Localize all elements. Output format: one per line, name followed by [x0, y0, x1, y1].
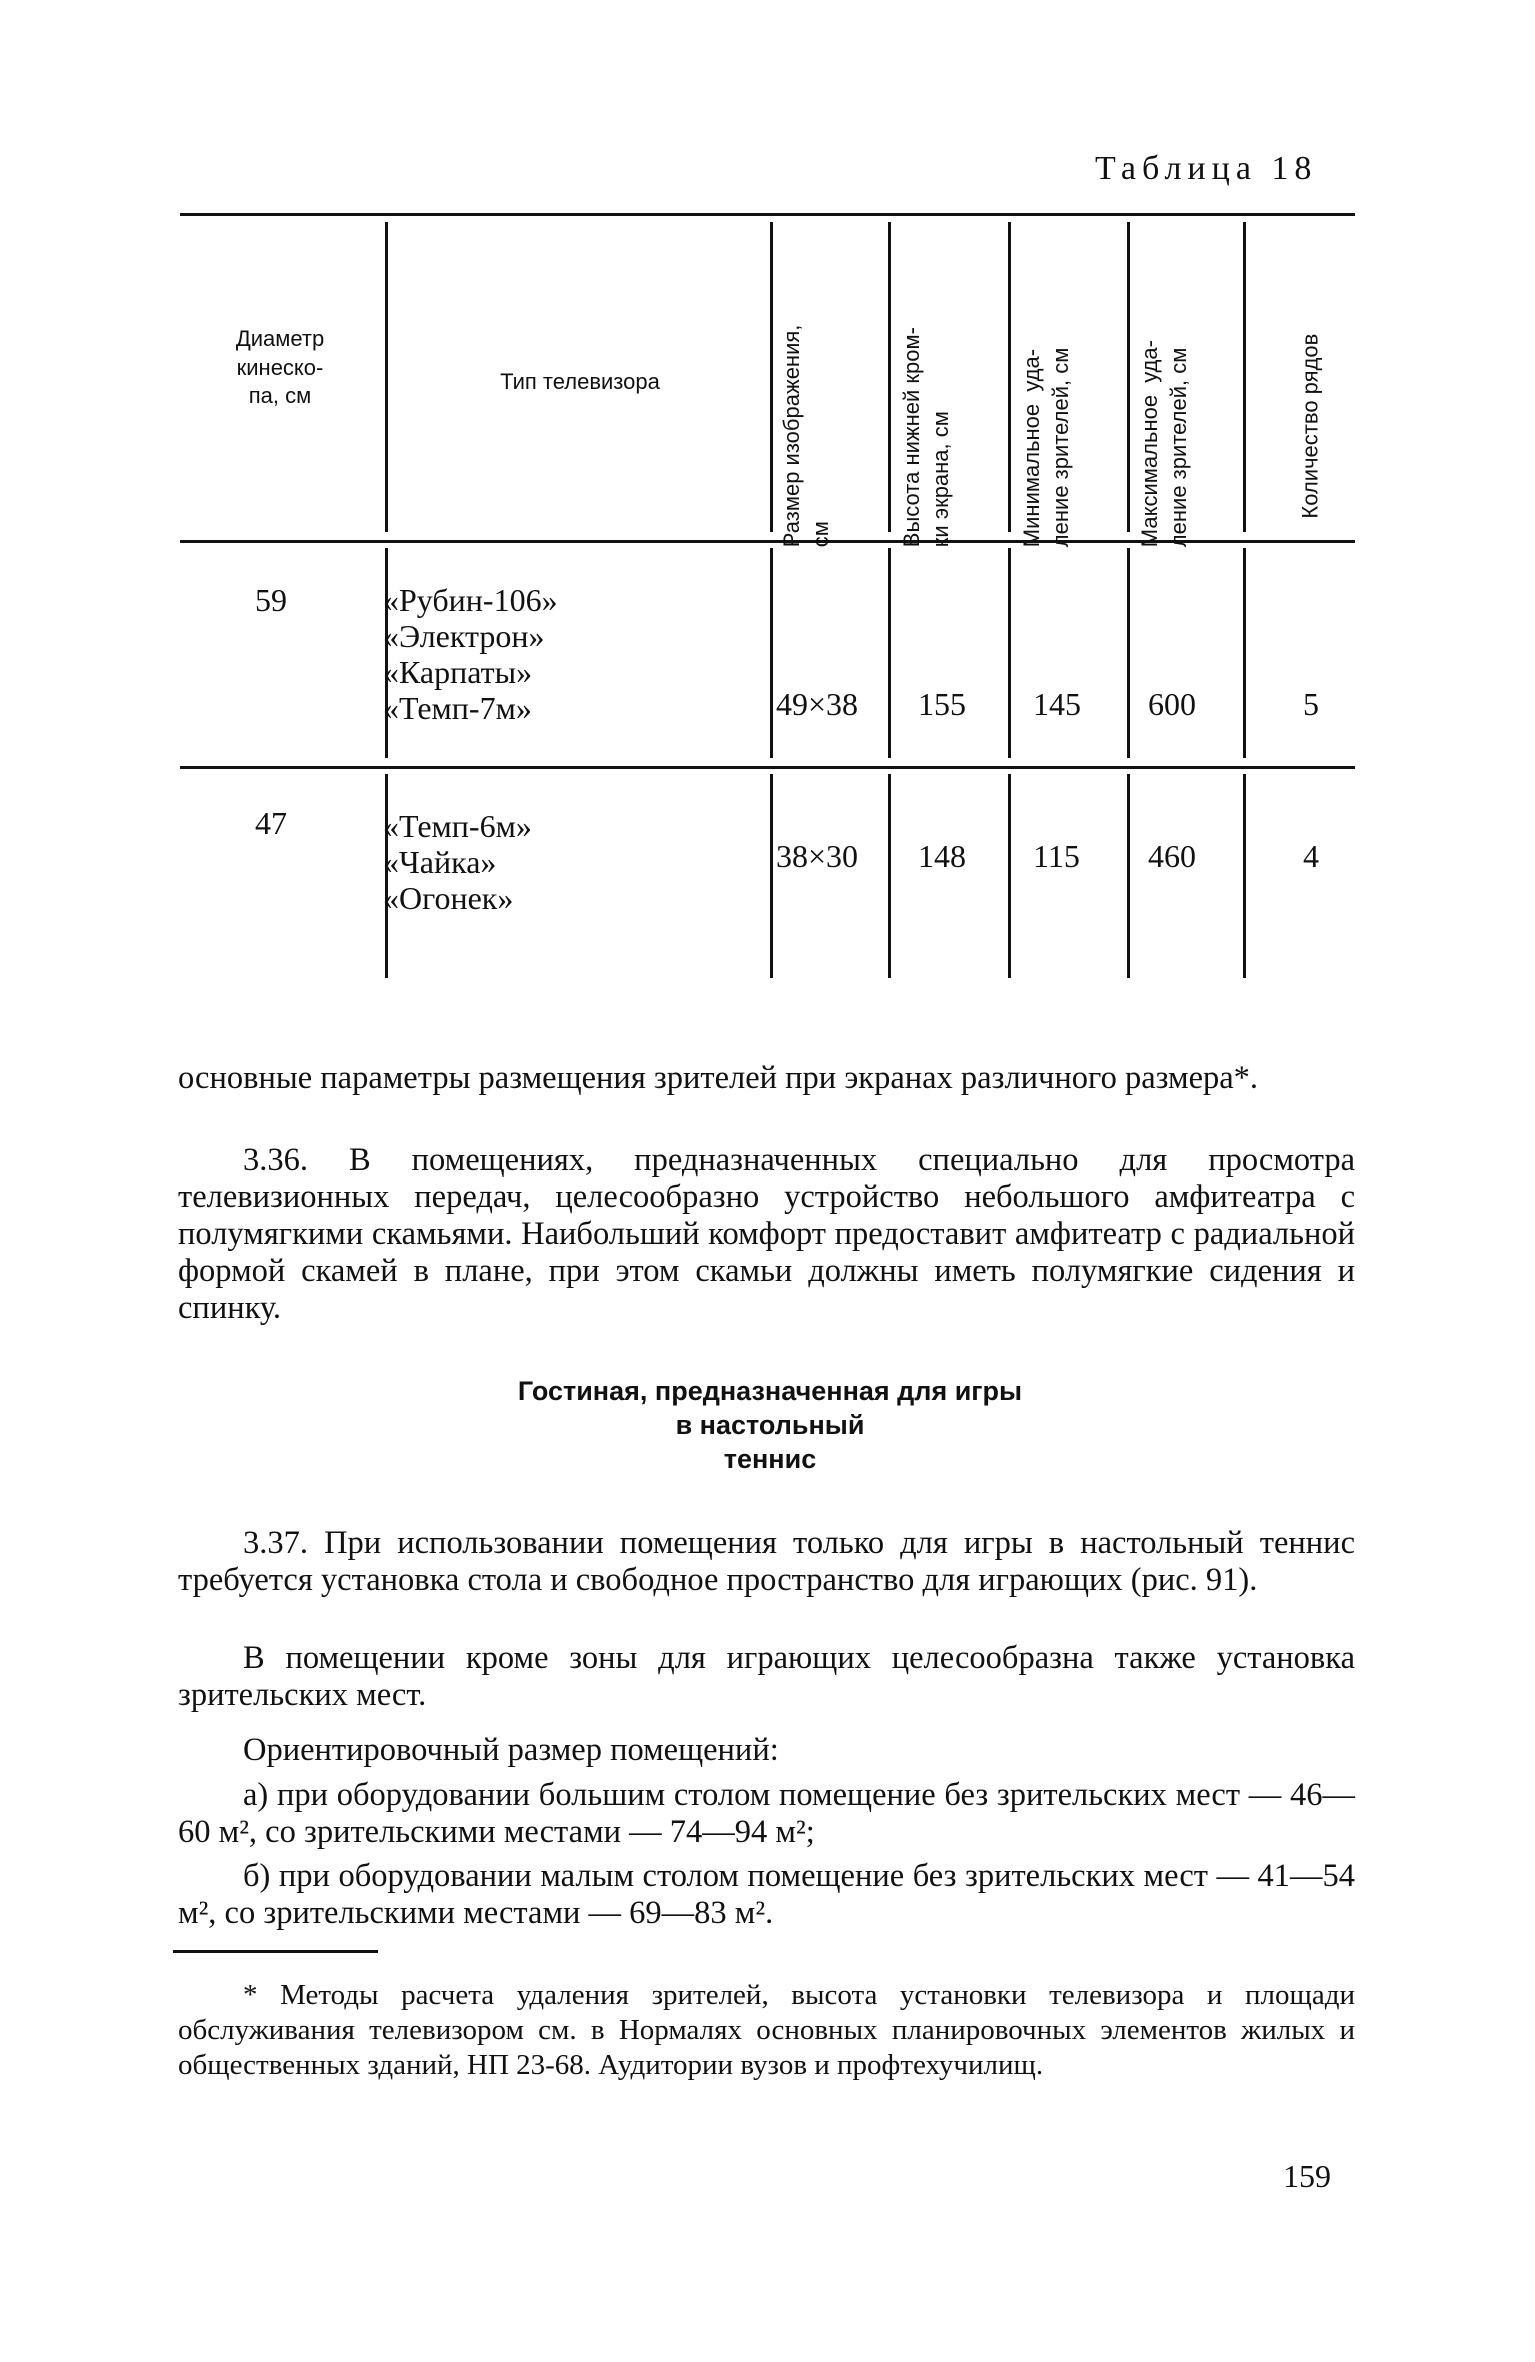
header-bottom-height: Высота нижней кром- ки экрана, см: [898, 327, 953, 548]
cell-diameter: 59: [255, 582, 287, 618]
cell-min-distance: 145: [1033, 686, 1081, 722]
section-heading: Гостиная, предназначенная для игры в настольный теннис: [517, 1376, 1023, 1474]
tv-model: «Карпаты»: [383, 654, 533, 690]
cell-max-distance: 460: [1148, 838, 1196, 874]
header-max-distance: Максимальное уда- ление зрителей, см: [1136, 340, 1191, 548]
cell-image-size: 38×30: [776, 838, 859, 874]
column-divider: [1127, 774, 1130, 978]
paragraph-3-37: 3.37. При использовании помещения только для игры в настольный теннис требуется установка стола и свободное пространство для играющих (рис. 91).: [178, 1525, 1355, 1598]
column-divider: [1008, 774, 1011, 978]
paragraph-room-size: Ориентировочный размер помещений:: [243, 1732, 779, 1768]
cell-rows-count: 5: [1303, 686, 1319, 722]
table-top-rule: [180, 213, 1355, 216]
cell-tv-models: [383, 582, 558, 726]
column-divider: [770, 222, 773, 532]
table-label: Таблица 18: [1095, 150, 1318, 187]
tv-model: «Темп-6м»: [383, 808, 532, 844]
column-divider: [770, 548, 773, 758]
cell-rows-count: 4: [1303, 838, 1319, 874]
tv-model: «Чайка»: [383, 844, 497, 880]
list-item-small-table: б) при оборудовании малым столом помещение без зрительских мест — 41—54 м², со зрительскими местами — 69—83 м².: [178, 1858, 1355, 1931]
header-rows-count: Количество рядов: [1297, 333, 1323, 519]
column-divider: [1008, 222, 1011, 532]
footnote: * Методы расчета удаления зрителей, высота установки телевизора и площади обслуживания телевизором см. в Нормалях основных планировочных элементов жилых и общественных зданий, НП 23-68. Аудитории вузов и профтехучилищ.: [178, 1979, 1355, 2081]
header-tv-type: Тип телевизора: [500, 369, 660, 394]
cell-max-distance: 600: [1148, 686, 1196, 722]
column-divider: [1127, 222, 1130, 532]
column-divider: [888, 774, 891, 978]
column-divider: [1127, 548, 1130, 758]
paragraph-continuation: основные параметры размещения зрителей при экранах различного размера*.: [178, 1060, 1259, 1096]
column-divider: [385, 222, 388, 532]
footnote-rule: [173, 1950, 378, 1953]
paragraph-3-36: 3.36. В помещениях, предназначенных специально для просмотра телевизионных передач, целесообразно устройство небольшого амфитеатра с полумягкими скамьями. Наибольший комфорт предоставит амфитеатр с радиальной формой скамей в плане, при этом скамьи должны иметь полумягкие сидения и спинку.: [178, 1142, 1355, 1326]
page-number: 159: [1283, 2158, 1331, 2194]
tv-model: «Рубин-106»: [383, 582, 558, 618]
header-diameter: Диаметр кинеско- па, см: [235, 326, 325, 409]
cell-tv-models: [383, 808, 532, 916]
column-divider: [888, 548, 891, 758]
cell-diameter: 47: [255, 805, 287, 841]
column-divider: [1243, 774, 1246, 978]
list-item-large-table: а) при оборудовании большим столом помещение без зрительских мест — 46—60 м², со зрительскими местами — 74—94 м²;: [178, 1777, 1355, 1850]
column-divider: [1008, 548, 1011, 758]
column-divider: [770, 774, 773, 978]
column-divider: [1243, 222, 1246, 532]
cell-bottom-height: 155: [918, 686, 966, 722]
column-divider: [888, 222, 891, 532]
cell-min-distance: 115: [1033, 838, 1080, 874]
cell-image-size: 49×38: [776, 686, 859, 722]
tv-model: «Электрон»: [383, 618, 545, 654]
paragraph-spectator-seats: В помещении кроме зоны для играющих целесообразна также установка зрительских мест.: [178, 1640, 1355, 1713]
table-row-divider: [180, 766, 1355, 769]
header-min-distance: Минимальное уда- ление зрителей, см: [1018, 347, 1073, 548]
tv-model: «Огонек»: [383, 880, 514, 916]
cell-bottom-height: 148: [918, 838, 966, 874]
tv-model: «Темп-7м»: [383, 690, 532, 726]
column-divider: [1243, 548, 1246, 758]
header-image-size: Размер изображения, см: [778, 324, 833, 548]
